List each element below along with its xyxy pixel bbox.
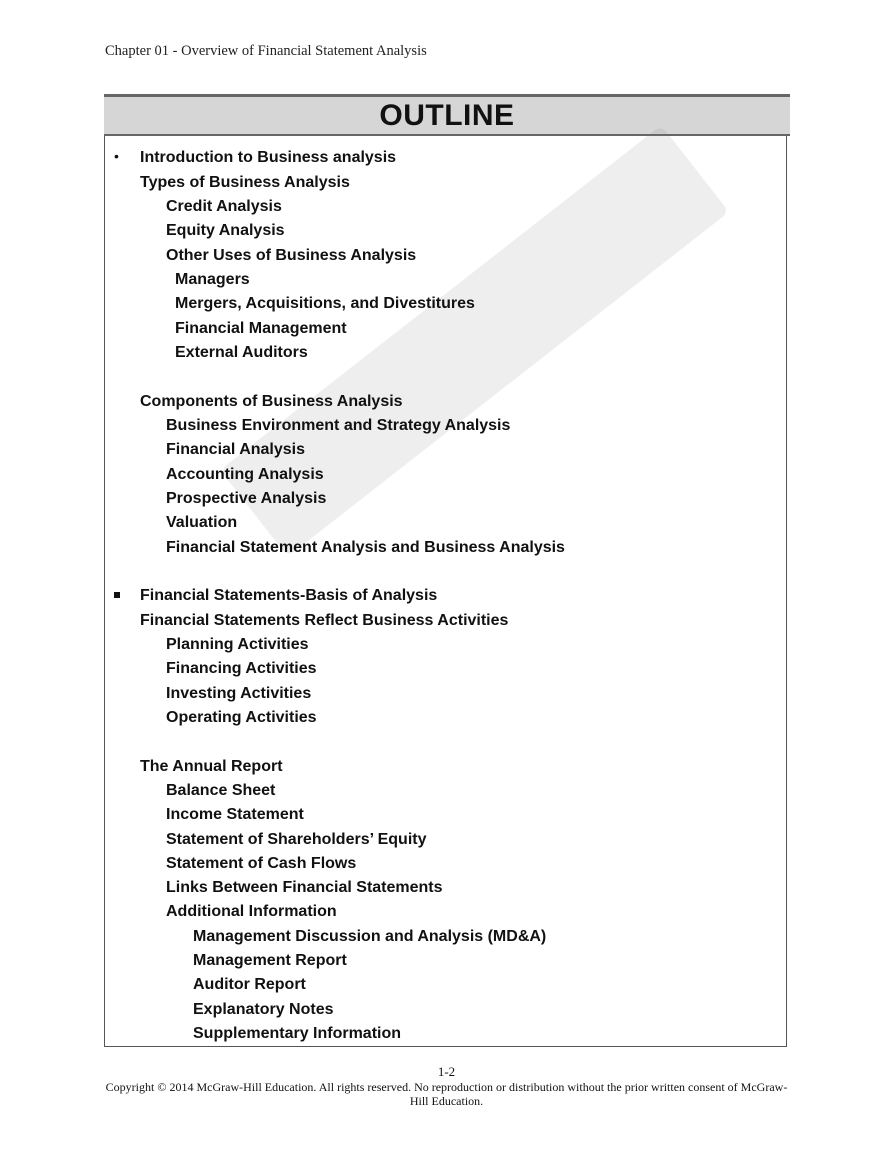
outline-item: Mergers, Acquisitions, and Divestitures [175, 295, 475, 312]
page-header: Chapter 01 - Overview of Financial Statement Analysis [105, 43, 427, 59]
outline-item: Balance Sheet [166, 782, 276, 799]
outline-item: The Annual Report [140, 758, 283, 775]
outline-item: Management Discussion and Analysis (MD&A) [193, 928, 547, 945]
outline-item: Managers [175, 271, 250, 288]
outline-item: Statement of Cash Flows [166, 855, 357, 872]
outline-item: Financial Statement Analysis and Business Analysis [166, 539, 565, 556]
outline-item: Supplementary Information [193, 1025, 402, 1042]
copyright-notice: Copyright © 2014 McGraw-Hill Education. All rights reserved. No reproduction or distribution without the prior written consent of McGraw-Hill Education. [105, 1080, 788, 1108]
outline-item: Accounting Analysis [166, 466, 324, 483]
outline-item: Statement of Shareholders’ Equity [166, 831, 427, 848]
square-bullet-icon [114, 592, 120, 598]
outline-item: Equity Analysis [166, 222, 285, 239]
outline-item: Business Environment and Strategy Analysis [166, 417, 511, 434]
outline-item: Income Statement [166, 806, 304, 823]
outline-item: Components of Business Analysis [140, 393, 403, 410]
outline-item: External Auditors [175, 344, 308, 361]
outline-item: Links Between Financial Statements [166, 879, 443, 896]
outline-item: Management Report [193, 952, 347, 969]
outline-item: Credit Analysis [166, 198, 282, 215]
outline-item: Prospective Analysis [166, 490, 327, 507]
outline-title: OUTLINE [379, 99, 515, 132]
outline-item: Valuation [166, 514, 238, 531]
outline-item: Explanatory Notes [193, 1001, 334, 1018]
outline-item: Introduction to Business analysis [140, 149, 397, 166]
outline-item: Operating Activities [166, 709, 317, 726]
outline-item: Financial Statements-Basis of Analysis [140, 587, 438, 604]
outline-item: Auditor Report [193, 976, 306, 993]
outline-item: Planning Activities [166, 636, 309, 653]
outline-item: Other Uses of Business Analysis [166, 247, 417, 264]
outline-item: Types of Business Analysis [140, 174, 350, 191]
outline-title-bar [104, 94, 790, 136]
outline-item: Financial Analysis [166, 441, 306, 458]
bullet-icon: • [114, 148, 119, 164]
page-number: 1-2 [437, 1064, 456, 1079]
outline-item: Financing Activities [166, 660, 317, 677]
outline-item: Financial Statements Reflect Business Activities [140, 612, 509, 629]
outline-item: Additional Information [166, 903, 337, 920]
outline-item: Investing Activities [166, 685, 312, 702]
outline-item: Financial Management [175, 320, 347, 337]
